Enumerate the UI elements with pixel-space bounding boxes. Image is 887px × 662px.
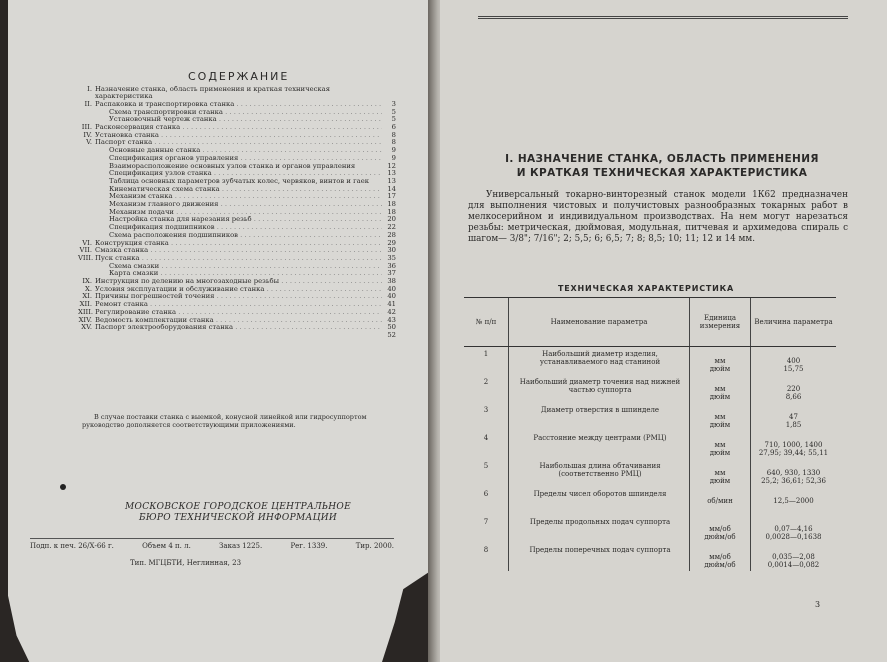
toc-entry-text: Механизм станка . . . [95, 193, 382, 200]
toc-entry-page: 29 [387, 238, 396, 247]
toc-entry-number: XIV. [78, 315, 92, 324]
toc-entry-page: 9 [391, 153, 396, 162]
row-parameter: Диаметр отверстия в шпинделе [509, 403, 690, 431]
row-parameter: Пределы поперечных подач суппорта [509, 543, 690, 571]
toc-entry-text: Пуск станка . . . [95, 255, 382, 262]
toc-entry-text: Схема транспортировки станка . . . [95, 109, 382, 116]
toc-entry [78, 240, 396, 247]
toc-entry-page: 18 [387, 200, 396, 209]
toc-entry-page: 13 [387, 176, 396, 185]
tech-spec-title: ТЕХНИЧЕСКАЯ ХАРАКТЕРИСТИКА [558, 284, 734, 293]
toc-entry-page: 35 [387, 253, 396, 262]
row-number: 3 [483, 405, 489, 414]
toc-entry-page: 40 [387, 292, 396, 301]
toc-entry-page: 36 [387, 261, 396, 270]
toc-entry [78, 155, 396, 162]
toc-entry-number: I. [87, 85, 92, 93]
publisher-line-1: МОСКОВСКОЕ ГОРОДСКОЕ ЦЕНТРАЛЬНОЕ [125, 502, 351, 512]
row-parameter: Расстояние между центрами (РМЦ) [509, 431, 690, 459]
imprint-volume: Объем 4 п. л. [142, 542, 191, 550]
toc-title: СОДЕРЖАНИЕ [188, 70, 290, 83]
toc-entry [78, 170, 396, 177]
publisher-block [118, 502, 358, 524]
toc-entry-number: XI. [82, 292, 92, 301]
toc-entry-page: 40 [387, 284, 396, 293]
toc-entry-text: Условия эксплуатации и обслуживание станка . . . [95, 286, 382, 293]
row-number: 1 [483, 350, 489, 358]
row-unit: мм дюйм [690, 431, 751, 459]
tech-spec-table [464, 297, 836, 571]
table-row [464, 403, 836, 431]
toc-entry-page: 12 [387, 161, 396, 170]
section-title [472, 152, 852, 180]
col-header-param: Наименование параметра [509, 298, 690, 347]
toc-entry-text: Назначение станка, область применения и краткая техническая характеристика [95, 86, 331, 101]
toc-entry-number: XV. [81, 323, 92, 332]
toc-entry-page: 6 [391, 123, 396, 132]
toc-entry-number: V. [86, 138, 92, 147]
toc-entry-page: 28 [387, 230, 396, 239]
page-number: 3 [815, 600, 821, 609]
toc-entry [78, 116, 396, 123]
toc-entry-text: Смазка станка . . . [95, 247, 382, 254]
publisher-line-2: БЮРО ТЕХНИЧЕСКОЙ ИНФОРМАЦИИ [138, 513, 338, 523]
toc-entry [78, 270, 396, 277]
toc-entry-text: Ремонт станка . . . [95, 301, 382, 308]
section-title-line-1: I. НАЗНАЧЕНИЕ СТАНКА, ОБЛАСТЬ ПРИМЕНЕНИЯ [505, 153, 819, 165]
row-parameter: Наибольший диаметр точения над нижней частью суппорта [509, 375, 690, 403]
toc-entry-text: Механизм подачи . . . [95, 209, 382, 216]
col-header-num: № п/п [464, 298, 509, 347]
toc-entry [78, 255, 396, 262]
row-number: 5 [483, 461, 489, 470]
table-row [464, 543, 836, 571]
row-unit: мм дюйм [690, 459, 751, 487]
toc-entry-text: Схема смазки . . . [95, 263, 382, 270]
toc-entry [78, 147, 396, 154]
toc-entry-number: X. [85, 284, 92, 293]
row-parameter: Пределы продольных подач суппорта [509, 515, 690, 543]
toc-entry [78, 86, 396, 100]
toc-entry-page: 52 [387, 331, 396, 339]
toc-entry-number: III. [81, 123, 92, 132]
toc-entry [78, 263, 396, 270]
table-row [464, 459, 836, 487]
row-number: 6 [483, 489, 489, 498]
toc-entry [78, 101, 396, 108]
toc-entry-page: 42 [387, 307, 396, 316]
ink-mark [60, 484, 66, 490]
toc-entry-text: Причины погрешностей точения . . . [95, 293, 382, 300]
toc-entry [78, 247, 396, 254]
row-number: 2 [483, 377, 489, 386]
row-unit: мм дюйм [690, 403, 751, 431]
toc-entry-text: Кинематическая схема станка . . . [95, 186, 382, 193]
row-value: 710, 1000, 1400 27,95; 39,44; 55,11 [751, 431, 837, 459]
toc-entry-page: 14 [387, 184, 396, 193]
top-rule [478, 16, 848, 19]
row-value: 400 15,75 [751, 347, 837, 375]
imprint-line [30, 542, 394, 550]
imprint-divider [30, 538, 394, 539]
toc-entry-text: Установка станка . . . [95, 132, 382, 139]
toc-entry [78, 109, 396, 116]
toc-entry-number: XIII. [78, 307, 94, 316]
toc-entry [78, 301, 396, 308]
toc-entry-number: VII. [79, 246, 92, 255]
toc-entry-page: 17 [387, 192, 396, 201]
toc-entry [78, 201, 396, 208]
imprint-order: Заказ 1225. [219, 542, 263, 550]
intro-paragraph: Универсальный токарно-винторезный станок модели 1К62 предназначен для выполнения чистовых и получистовых разнообразных токарных работ в мелкосерийном и индивидуальном производствах. На нем могут нарезаться резьбы: метрическая, дюймовая, модульная, питчевая и архимедова спираль с шагом— 3/8"; 7/16"; 2; 5,5; 6; 6,5; 7; 8; 8,5; 10; 11; 12 и 14 мм. [468, 190, 848, 244]
toc-entry [78, 193, 396, 200]
table-row [464, 431, 836, 459]
toc-entry [78, 132, 396, 139]
toc-entry-text: Инструкция по делению на многозаходные резьбы . . . [95, 278, 382, 285]
row-parameter: Наибольший диаметр изделия, устанавливаемого над станиной [509, 347, 690, 375]
toc-note: В случае поставки станка с выемкой, конусной линейкой или гидросуппортом руководство дополняется соответствующими приложениями. [82, 413, 367, 429]
table-row [464, 487, 836, 515]
toc-entry [78, 317, 396, 324]
toc-entry-page: 8 [391, 130, 396, 139]
toc-entry-page: 37 [387, 269, 396, 278]
toc-entry [78, 224, 396, 231]
toc-entry-page: 3 [391, 99, 396, 108]
toc-entry-number: VIII. [78, 253, 94, 262]
toc-entry-text: Распаковка и транспортировка станка . . . [95, 101, 382, 108]
toc-entry-text: Таблица основных параметров зубчатых колес, червяков, винтов и гаек [109, 177, 369, 185]
table-row [464, 515, 836, 543]
toc-entry-page: 20 [387, 215, 396, 224]
row-number: 8 [483, 545, 489, 554]
imprint-reg: Рег. 1339. [290, 542, 328, 550]
row-unit: мм дюйм [690, 375, 751, 403]
toc-entry-text: Расконсервация станка . . . [95, 124, 382, 131]
toc-entry [78, 124, 396, 131]
toc-entry [78, 324, 396, 331]
toc-entry [78, 286, 396, 293]
row-value: 12,5—2000 [751, 487, 837, 515]
row-number: 7 [483, 517, 489, 526]
row-value: 640, 930, 1330 25,2; 36,61; 52,36 [751, 459, 837, 487]
toc-entry-text: Спецификация органов управления . . . [95, 155, 382, 162]
toc-entry-text: Спецификация подшипников . . . [95, 224, 382, 231]
toc-entry-page: 8 [391, 138, 396, 147]
section-title-line-2: И КРАТКАЯ ТЕХНИЧЕСКАЯ ХАРАКТЕРИСТИКА [516, 167, 808, 179]
toc-entry [78, 178, 396, 185]
toc-entry [78, 209, 396, 216]
toc-entry-text: Ведомость комплектации станка . . . [95, 317, 382, 324]
row-parameter: Пределы чисел оборотов шпинделя [509, 487, 690, 515]
row-value: 0,07—4,16 0,0028—0,1638 [751, 515, 837, 543]
toc-entry-text: Взаиморасположение основных узлов станка и органов управления [109, 162, 356, 170]
toc-entry-page: 41 [387, 300, 396, 309]
toc-entry-page: 38 [387, 277, 396, 286]
toc-entry-page: 30 [387, 246, 396, 255]
row-unit: мм/об дюйм/об [690, 515, 751, 543]
toc-entry-text: Паспорт станка . . . [95, 139, 382, 146]
toc-entry-page: 18 [387, 207, 396, 216]
row-unit: мм/об дюйм/об [690, 543, 751, 571]
toc-entry-text: Спецификация узлов станка . . . [95, 170, 382, 177]
toc-entry [78, 309, 396, 316]
toc-entry-number: IX. [82, 277, 92, 286]
toc-entry [78, 332, 396, 339]
printer-line: Тип. МГЦБТИ, Неглинная, 23 [130, 559, 242, 567]
row-parameter: Наибольшая длина обтачивания (соответственно РМЦ) [509, 459, 690, 487]
toc-entry [78, 232, 396, 239]
toc-entry-text: Регулирование станка . . . [95, 309, 382, 316]
row-value: 0,035—2,08 0,0014—0,082 [751, 543, 837, 571]
toc-entry-page: 5 [391, 115, 396, 124]
row-value: 220 8,66 [751, 375, 837, 403]
table-of-contents [78, 86, 396, 340]
toc-entry-number: II. [84, 99, 92, 108]
toc-entry-text: Конструкция станка . . . [95, 240, 382, 247]
row-number: 4 [483, 433, 489, 442]
toc-entry-number: IV. [83, 130, 92, 139]
col-header-value: Величина параметра [751, 298, 837, 347]
toc-entry-page: 22 [387, 223, 396, 232]
row-unit: об/мин [690, 487, 751, 515]
toc-entry [78, 139, 396, 146]
table-row [464, 375, 836, 403]
toc-entry-page: 5 [391, 107, 396, 116]
toc-entry-text: Механизм главного движения . . . [95, 201, 382, 208]
toc-entry-text: Схема расположения подшипников . . . [95, 232, 382, 239]
toc-entry-page: 9 [391, 146, 396, 155]
toc-entry [78, 278, 396, 285]
toc-entry [78, 293, 396, 300]
row-value: 47 1,85 [751, 403, 837, 431]
toc-entry [78, 163, 396, 170]
toc-entry-text: Установочный чертеж станка . . . [95, 116, 382, 123]
imprint-copies: Тир. 2000. [355, 542, 394, 550]
toc-entry-page: 13 [387, 169, 396, 178]
toc-entry-text: Карта смазки . . . [95, 270, 382, 277]
toc-entry-page: 43 [387, 315, 396, 324]
table-row [464, 347, 836, 375]
toc-entry-text: Настройка станка для нарезания резьб . . . [95, 216, 382, 223]
toc-entry [78, 216, 396, 223]
toc-entry-text: Основные данные станка . . . [95, 147, 382, 154]
row-unit: мм дюйм [690, 347, 751, 375]
imprint-signed: Подп. к печ. 26/Х-66 г. [30, 542, 114, 550]
col-header-unit: Единица измерения [690, 298, 751, 347]
toc-entry-number: VI. [82, 238, 92, 247]
toc-entry-number: XII. [79, 300, 92, 309]
toc-entry [78, 186, 396, 193]
toc-entry-text: Паспорт электрооборудования станка . . . [95, 324, 382, 331]
toc-entry-page: 50 [387, 323, 396, 332]
